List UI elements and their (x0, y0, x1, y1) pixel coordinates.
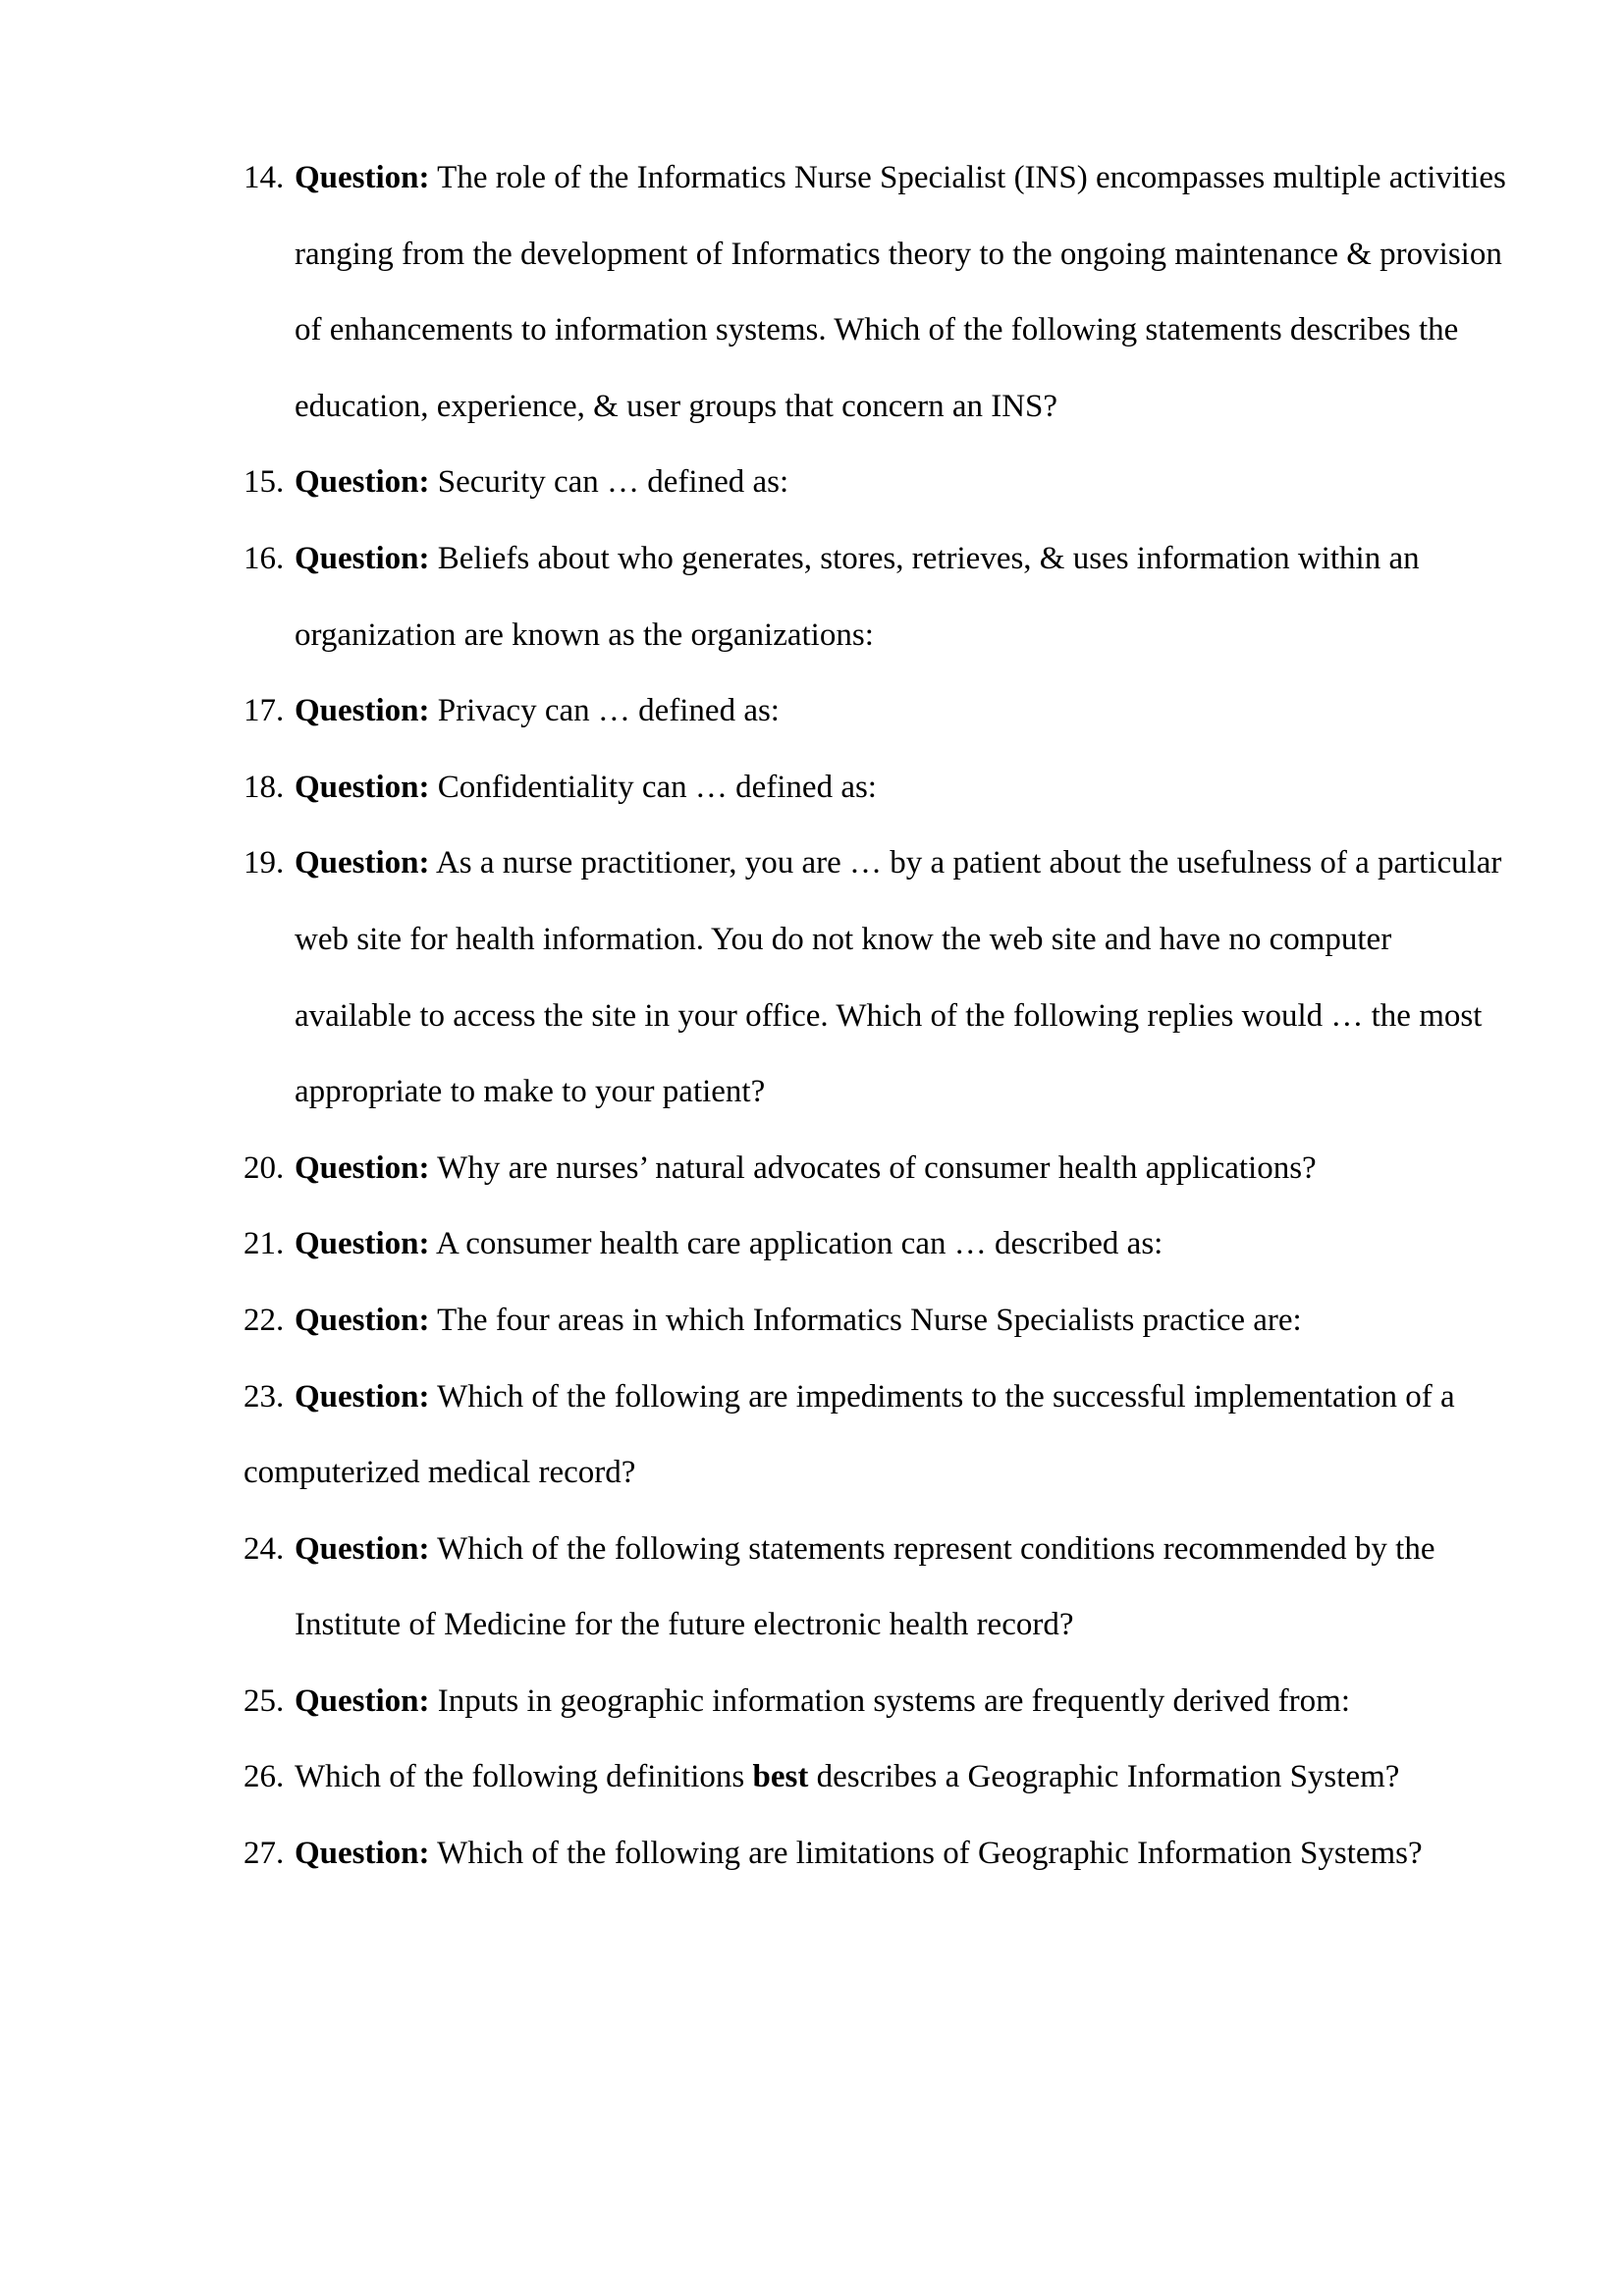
question-label: Question: (295, 845, 430, 881)
question-text: ranging from the development of Informatics theory to the ongoing maintenance & provision (295, 236, 1502, 272)
question-line (243, 140, 1559, 217)
question-item (243, 140, 1559, 445)
question-label: Question: (295, 1149, 430, 1186)
question-number: 21. (243, 1226, 285, 1262)
question-item (243, 1664, 1559, 1740)
question-number: 16. (243, 540, 285, 576)
question-number: 27. (243, 1836, 285, 1872)
question-text: Which of the following are impediments to the successful implementation of a (437, 1378, 1455, 1415)
question-item (243, 1512, 1559, 1664)
question-line (243, 445, 1559, 521)
question-item (243, 521, 1559, 673)
question-line (243, 1131, 1559, 1207)
question-item (243, 445, 1559, 521)
question-item (243, 1206, 1559, 1283)
question-text: A consumer health care application can … described as: (435, 1226, 1163, 1262)
question-line (243, 521, 1559, 598)
question-label: Question: (295, 1530, 430, 1567)
question-item (243, 1816, 1559, 1893)
question-line (243, 1360, 1559, 1436)
question-item (243, 673, 1559, 750)
question-text: Confidentiality can … defined as: (437, 769, 877, 805)
question-text: Which of the following are limitations of Geographic Information Systems? (437, 1836, 1423, 1872)
question-label: Question: (295, 1378, 430, 1415)
question-text: web site for health information. You do not know the web site and have no computer (295, 921, 1392, 957)
question-text: appropriate to make to your patient? (295, 1074, 766, 1110)
question-number: 20. (243, 1149, 285, 1186)
question-number: 23. (243, 1378, 285, 1415)
question-label: Question: (295, 769, 430, 805)
question-line (243, 673, 1559, 750)
question-line (243, 1816, 1559, 1893)
question-text: Which of the following definitions (295, 1759, 753, 1795)
question-label: Question: (295, 1302, 430, 1338)
question-text: Which of the following statements represent conditions recommended by the (437, 1530, 1435, 1567)
question-label: Question: (295, 540, 430, 576)
question-item (243, 750, 1559, 827)
question-label: Question: (295, 693, 430, 729)
question-item (243, 1739, 1559, 1816)
question-line (243, 1739, 1559, 1816)
question-text: describes a Geographic Information System? (808, 1759, 1400, 1795)
question-line (243, 1283, 1559, 1360)
question-line (243, 750, 1559, 827)
question-text: Inputs in geographic information systems are frequently derived from: (437, 1682, 1351, 1719)
question-label: Question: (295, 160, 430, 195)
question-text: computerized medical record? (243, 1455, 636, 1491)
question-line (243, 1664, 1559, 1740)
question-text: Beliefs about who generates, stores, retrieves, & uses information within an (437, 540, 1420, 576)
emphasis-text: best (752, 1759, 809, 1795)
question-number: 18. (243, 769, 285, 805)
question-text: Privacy can … defined as: (437, 693, 780, 729)
question-number: 19. (243, 845, 285, 881)
question-text: The four areas in which Informatics Nurse Specialists practice are: (437, 1302, 1302, 1338)
question-line (243, 1512, 1559, 1588)
question-number: 22. (243, 1302, 285, 1338)
question-text: As a nurse practitioner, you are … by a patient about the usefulness of a particular (435, 845, 1502, 881)
question-text: of enhancements to information systems. Which of the following statements describes the (295, 312, 1459, 348)
question-item (243, 1283, 1559, 1360)
question-text: Institute of Medicine for the future electronic health record? (295, 1607, 1074, 1643)
question-text: organization are known as the organizations: (295, 616, 874, 653)
question-number: 17. (243, 693, 285, 729)
question-label: Question: (295, 464, 430, 501)
question-text: Security can … defined as: (437, 464, 789, 501)
question-number: 14. (243, 160, 285, 195)
question-text: available to access the site in your office. Which of the following replies would … the most (295, 997, 1483, 1034)
question-item (243, 1360, 1559, 1512)
question-line (243, 1206, 1559, 1283)
question-number: 26. (243, 1759, 285, 1795)
question-list (243, 140, 1559, 1893)
question-item (243, 1131, 1559, 1207)
question-item (243, 826, 1559, 1130)
question-number: 25. (243, 1682, 285, 1719)
question-label: Question: (295, 1836, 430, 1872)
question-text: The role of the Informatics Nurse Specialist (INS) encompasses multiple activities (437, 160, 1506, 195)
question-label: Question: (295, 1682, 430, 1719)
question-text: Why are nurses’ natural advocates of consumer health applications? (437, 1149, 1317, 1186)
question-number: 15. (243, 464, 285, 501)
question-number: 24. (243, 1530, 285, 1567)
question-line (243, 826, 1559, 902)
question-label: Question: (295, 1226, 430, 1262)
question-text: education, experience, & user groups that concern an INS? (295, 388, 1058, 424)
